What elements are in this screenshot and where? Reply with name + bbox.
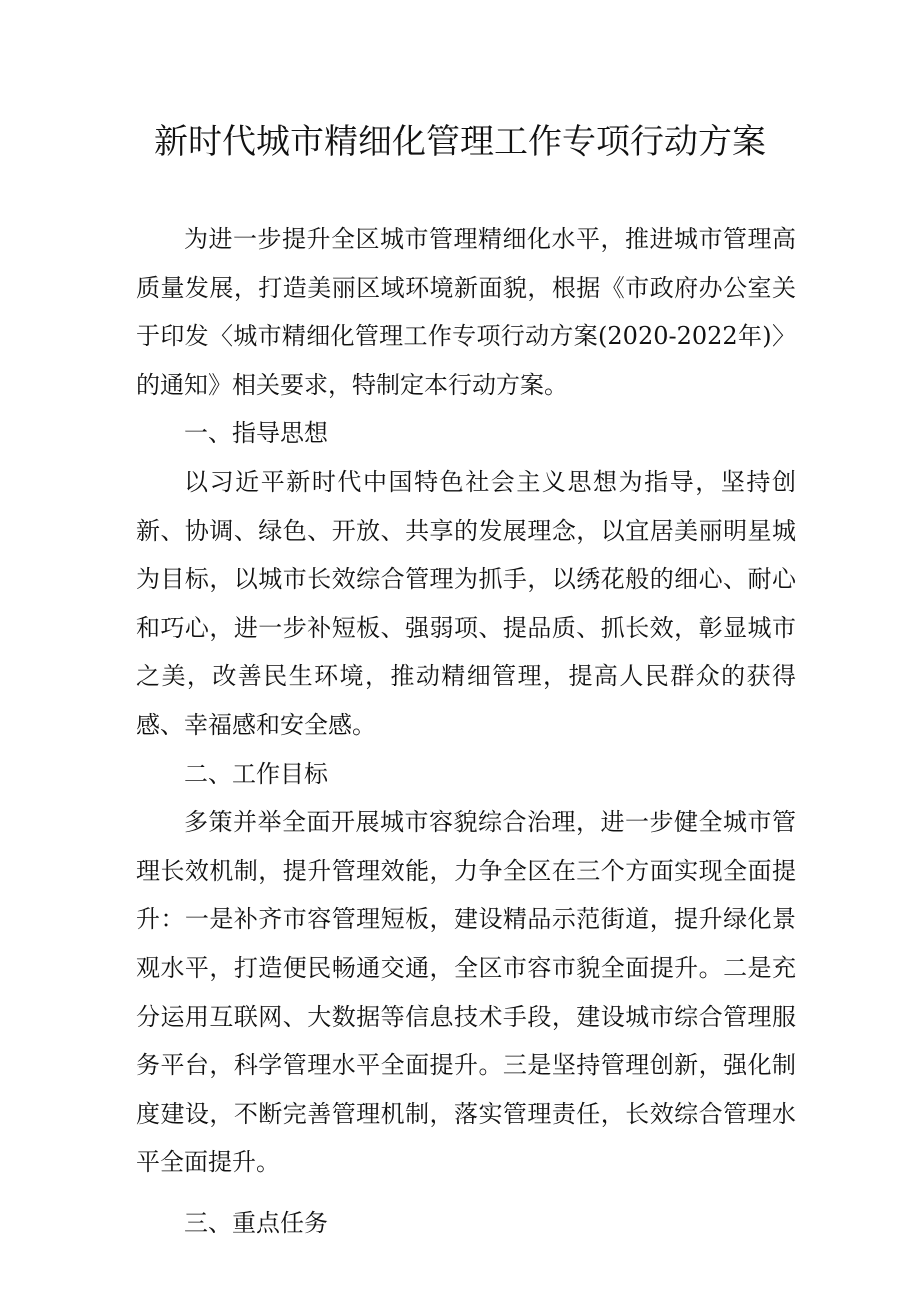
section-heading-guiding-ideology: 一、指导思想 xyxy=(184,419,328,448)
document-body xyxy=(136,215,796,1247)
section-heading-work-goals: 二、工作目标 xyxy=(184,759,328,788)
section-heading-key-tasks: 三、重点任务 xyxy=(184,1208,328,1237)
guiding-ideology-paragraph: 以习近平新时代中国特色社会主义思想为指导，坚持创新、协调、绿色、开放、共享的发展理念，以宜居美丽明星城为目标，以城市长效综合管理为抓手，以绣花般的细心、耐心和巧心，进一步补短板、强弱项、提品质、抓长效，彰显城市之美，改善民生环境，推动精细管理，提高人民群众的获得感、幸福感和安全感。 xyxy=(136,467,796,739)
work-goals-paragraph: 多策并举全面开展城市容貌综合治理，进一步健全城市管理长效机制，提升管理效能，力争全区在三个方面实现全面提升：一是补齐市容管理短板，建设精品示范街道，提升绿化景观水平，打造便民畅通交通，全区市容市貌全面提升。二是充分运用互联网、大数据等信息技术手段，建设城市综合管理服务平台，科学管理水平全面提升。三是坚持管理创新，强化制度建设，不断完善管理机制，落实管理责任，长效综合管理水平全面提升。 xyxy=(136,808,796,1177)
document-title: 新时代城市精细化管理工作专项行动方案 xyxy=(154,122,766,162)
intro-paragraph: 为进一步提升全区城市管理精细化水平，推进城市管理高质量发展，打造美丽区域环境新面貌，根据《市政府办公室关于印发〈城市精细化管理工作专项行动方案(2020-2022年)〉的通知》相关要求，特制定本行动方案。 xyxy=(136,225,796,399)
